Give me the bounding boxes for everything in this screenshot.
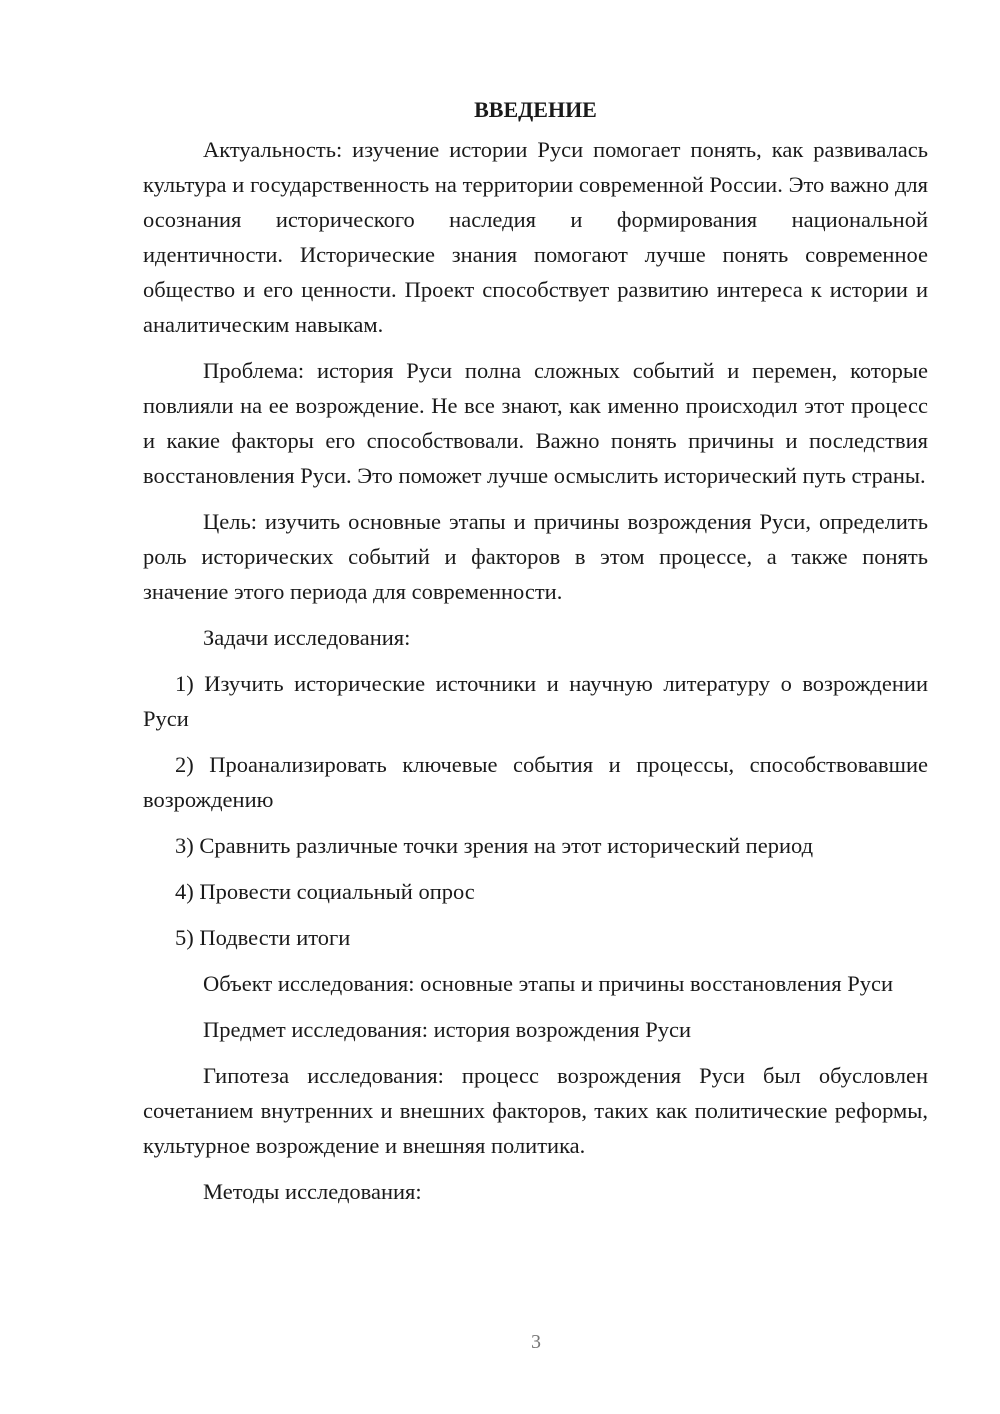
problem-paragraph: Проблема: история Руси полна сложных событий и перемен, которые повлияли на ее возрождение. Не все знают, как именно происходил этот процесс и какие факторы его способствовали. Важно понять причины и последствия восстановления Руси. Это поможет лучше осмыслить исторический путь страны.: [143, 358, 928, 488]
tasks-title: Задачи исследования:: [203, 625, 411, 650]
task-item-3: 3) Сравнить различные точки зрения на этот исторический период: [175, 833, 814, 858]
page-title: ВВЕДЕНИЕ: [474, 97, 597, 122]
methods-paragraph: Методы исследования:: [203, 1179, 422, 1204]
task-item-4: 4) Провести социальный опрос: [175, 879, 475, 904]
relevance-paragraph: Актуальность: изучение истории Руси помогает понять, как развивалась культура и государственность на территории современной России. Это важно для осознания исторического наследия и формирования национальной идентичности. Исторические знания помогают лучше понять современное общество и его ценности. Проект способствует развитию интереса к истории и аналитическим навыкам.: [143, 137, 928, 337]
page-number: 3: [531, 1331, 541, 1353]
object-paragraph: Объект исследования: основные этапы и причины восстановления Руси: [203, 971, 893, 996]
task-item-1: 1) Изучить исторические источники и научную литературу о возрождении Руси: [143, 671, 928, 731]
hypothesis-paragraph: Гипотеза исследования: процесс возрождения Руси был обусловлен сочетанием внутренних и внешних факторов, таких как политические реформы, культурное возрождение и внешняя политика.: [143, 1063, 928, 1158]
page-content: [143, 92, 928, 1220]
goal-paragraph: Цель: изучить основные этапы и причины возрождения Руси, определить роль исторических событий и факторов в этом процессе, а также понять значение этого периода для современности.: [143, 509, 928, 604]
task-item-2: 2) Проанализировать ключевые события и процессы, способствовавшие возрождению: [143, 752, 928, 812]
task-item-5: 5) Подвести итоги: [175, 925, 351, 950]
subject-paragraph: Предмет исследования: история возрождения Руси: [203, 1017, 692, 1042]
